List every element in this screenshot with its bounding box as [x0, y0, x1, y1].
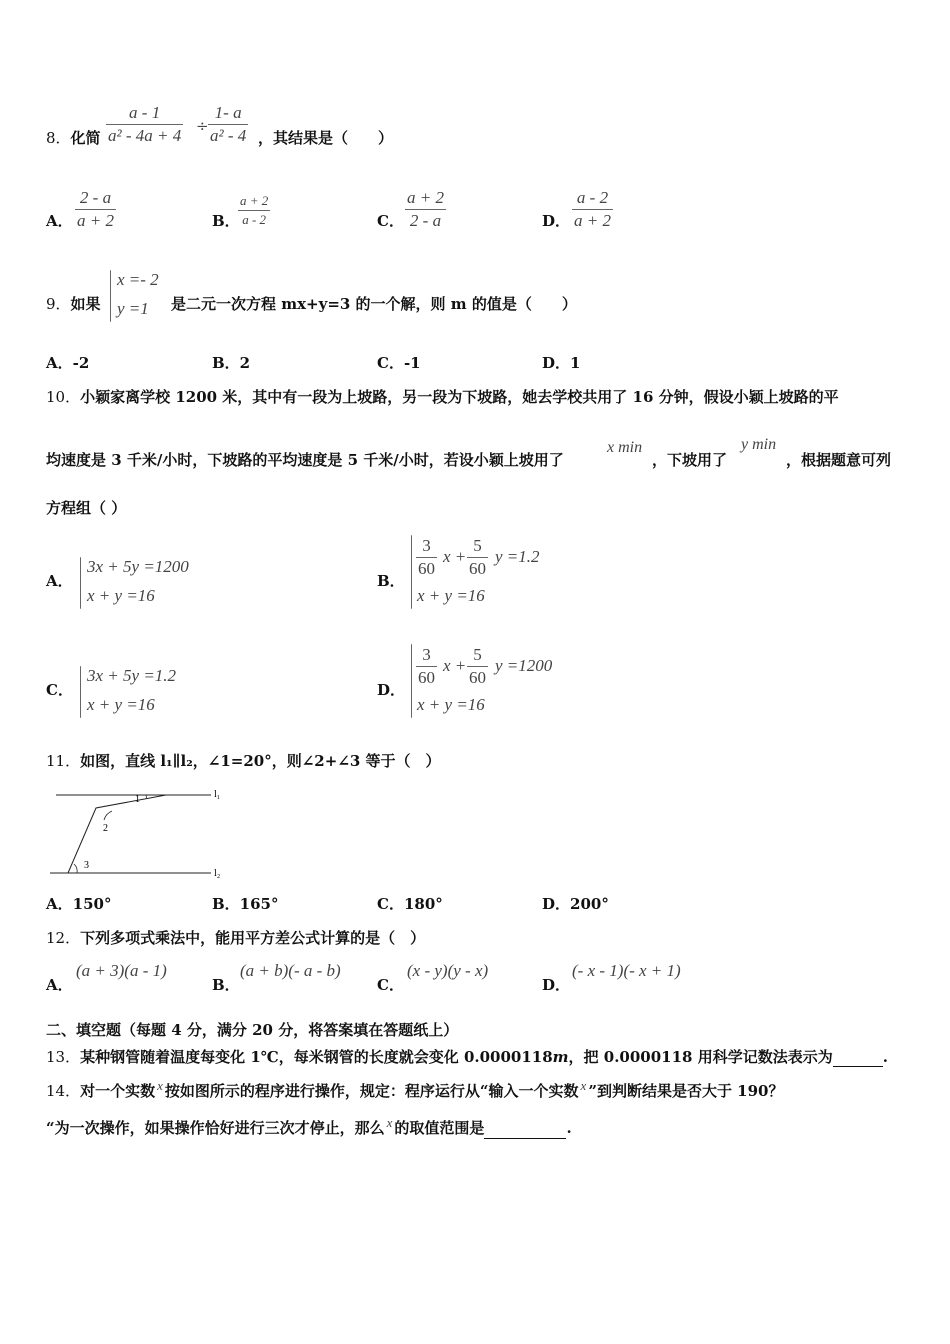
question-number: 10． — [46, 388, 81, 406]
q10-d-rhs: y =1200 — [495, 656, 553, 675]
q10-a-row-2: x + y =16 — [87, 586, 155, 605]
q10-line-3: 方程组（ ） — [46, 499, 127, 517]
broken-line — [68, 795, 166, 873]
q8-divide-sign: ÷ — [196, 117, 209, 135]
q9-system-row-1: x =- 2 — [117, 270, 159, 289]
q9-suffix: 是二元一次方程 mx+y=3 的一个解，则 m 的值是（ ） — [171, 295, 577, 313]
angle-2-label: 2 — [103, 823, 108, 834]
q11-option-d[interactable]: D．200° — [542, 895, 609, 913]
q10-line-2a: 均速度是 3 千米/小时，下坡路的平均速度是 5 千米/小时，若设小颖上坡用了 — [46, 451, 564, 469]
q10-var-x: x min — [607, 439, 643, 456]
q12-option-b[interactable]: B． — [212, 976, 240, 994]
q10-option-b[interactable]: B． — [377, 572, 405, 590]
q10-var-y: y min — [741, 436, 777, 453]
q8-fraction-1: $\frac{a - 1}{\text{a² - 4a + 4}}$ — [108, 103, 182, 145]
q10-b-rhs: y =1.2 — [495, 547, 540, 566]
q10-option-a[interactable]: A． — [46, 572, 73, 590]
q10-b-row-2: x + y =16 — [417, 586, 485, 605]
var-x: x — [580, 1078, 587, 1093]
q9-line: 9．如果 — [46, 295, 101, 313]
q10-c-brace — [80, 666, 81, 718]
q9-option-d[interactable]: D．1 — [542, 354, 581, 372]
q11-figure — [46, 780, 236, 880]
q13-line: 13．某种钢管随着温度每变化 1℃，每米钢管的长度就会变化 0.0000118m，把 0.0000118 用科学记数法表示为 . — [46, 1048, 888, 1066]
l2-label: l₂ — [214, 868, 221, 879]
question-number: 13． — [46, 1048, 81, 1066]
var-x: x — [386, 1115, 393, 1130]
q10-d-row-2: x + y =16 — [417, 695, 485, 714]
q8-fraction-2: $\frac{1- a}{\text{a² - 4}}$ — [210, 103, 247, 145]
q10-a-row-1: 3x + 5y =1200 — [87, 557, 189, 576]
q12-line: 12．下列多项式乘法中，能用平方差公式计算的是（ ） — [46, 929, 426, 947]
q10-option-c[interactable]: C． — [46, 681, 73, 699]
q12-option-a[interactable]: A． — [46, 976, 73, 994]
q10-c-row-2: x + y =16 — [87, 695, 155, 714]
question-number: 12． — [46, 929, 81, 947]
q11-option-c[interactable]: C．180° — [377, 895, 443, 913]
q12-option-c[interactable]: C． — [377, 976, 404, 994]
q8-option-c[interactable]: C． — [377, 212, 404, 230]
section-heading: 二、填空题（每题 4 分，满分 20 分，将答案填在答题纸上） — [46, 1021, 459, 1039]
q10-d-coef-1: $\frac{3}{60}$ — [418, 645, 435, 687]
q14-line-1: 14．对一个实数 x 按如图所示的程序进行操作，规定：程序运行从“输入一个实数 x ”到判断结果是否大于 190？ — [46, 1078, 784, 1100]
q9-option-a[interactable]: A．-2 — [46, 354, 90, 372]
l1-label: l₁ — [214, 789, 221, 800]
q8-suffix: ，其结果是（ ） — [258, 129, 394, 147]
q12-option-a-expr: (a + 3)(a - 1) — [76, 961, 167, 980]
q12-option-b-expr: (a + b)(- a - b) — [240, 961, 341, 980]
q8-option-d-fraction: $\frac{a - 2}{a + 2}$ — [574, 188, 611, 230]
q9-option-b[interactable]: B．2 — [212, 354, 251, 372]
angle-3-label: 3 — [84, 860, 89, 871]
q8-option-b[interactable]: B． — [212, 212, 240, 230]
q9-system-row-2: y =1 — [117, 299, 149, 318]
var-x: x — [157, 1078, 163, 1093]
q10-line-1: 10．小颖家离学校 1200 米，其中有一段为上坡路，另一段为下坡路，她去学校共用了 16 分钟，假设小颖上坡路的平 — [46, 388, 839, 406]
q8-option-b-fraction: $\frac{a + 2}{a - 2}$ — [240, 193, 269, 227]
q10-d-brace — [411, 644, 412, 718]
q10-d-coef-2: $\frac{5}{60}$ — [469, 645, 486, 687]
question-number: 14． — [46, 1082, 81, 1100]
q8-prefix: 化简 — [70, 129, 101, 147]
angle-1-label: 1 — [135, 794, 140, 805]
q14-line-2: “为一次操作，如果操作恰好进行三次才停止，那么 x 的取值范围是 . — [46, 1115, 572, 1137]
q8-option-d[interactable]: D． — [542, 212, 571, 230]
q10-d-xplus: x + — [443, 656, 467, 675]
q8-option-a[interactable]: A． — [46, 212, 73, 230]
q8-option-c-fraction: $\frac{a + 2}{2 - a}$ — [407, 188, 444, 230]
q11-option-b[interactable]: B．165° — [212, 895, 279, 913]
q10-b-xplus: x + — [443, 547, 467, 566]
q9-option-c[interactable]: C．-1 — [377, 354, 421, 372]
unit-m: m — [552, 1048, 569, 1066]
q10-line-2b: ，下坡用了 — [652, 451, 728, 469]
q8-option-a-fraction: $\frac{2 - a}{a + 2}$ — [77, 188, 114, 230]
q12-option-d-expr: (- x - 1)(- x + 1) — [572, 961, 681, 980]
question-number: 8． — [46, 129, 71, 147]
q10-option-d[interactable]: D． — [377, 681, 406, 699]
q14-answer-blank[interactable] — [484, 1118, 566, 1139]
q10-line-2c: ，根据题意可列 — [786, 451, 892, 469]
q8-line — [46, 128, 101, 148]
q12-option-c-expr: (x - y)(y - x) — [407, 961, 489, 980]
q10-b-coef-2: $\frac{5}{60}$ — [469, 536, 486, 578]
q11-option-a[interactable]: A．150° — [46, 895, 112, 913]
q10-b-brace — [411, 535, 412, 609]
q9-system-brace — [110, 270, 111, 322]
q11-line: 11．如图，直线 l₁∥l₂，∠1=20°，则∠2+∠3 等于（ ） — [46, 752, 441, 770]
q13-answer-blank[interactable] — [833, 1046, 883, 1067]
q10-a-brace — [80, 557, 81, 609]
q10-b-coef-1: $\frac{3}{60}$ — [418, 536, 435, 578]
q10-c-row-1: 3x + 5y =1.2 — [87, 666, 177, 685]
q12-option-d[interactable]: D． — [542, 976, 571, 994]
question-number: 11． — [46, 752, 81, 770]
question-number: 9． — [46, 295, 71, 313]
